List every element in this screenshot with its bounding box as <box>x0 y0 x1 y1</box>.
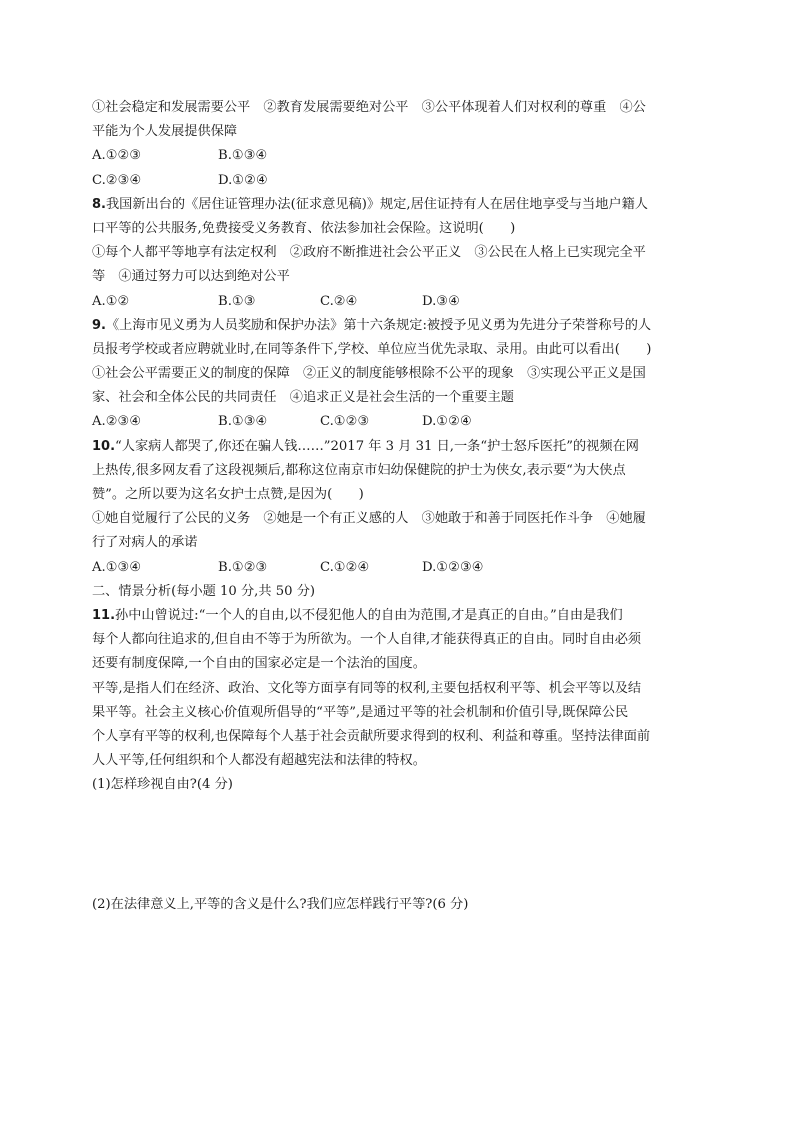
q9-items-line1: ①社会公平需要正义的制度的保障 ②正义的制度能够根除不公平的现象 ③实现公平正义是国 <box>92 366 646 382</box>
q10-option-a: A.①③④ <box>92 559 142 575</box>
answer-space-1 <box>92 797 708 893</box>
q7-option-c: C.②③④ <box>92 172 142 188</box>
q11-subquestion-2: (2)在法律意义上,平等的含义是什么?我们应怎样践行平等?(6 分) <box>92 897 469 913</box>
q8-number: 8. <box>92 196 106 212</box>
exam-page <box>92 96 708 918</box>
q8-stem-line1: 8.我国新出台的《居住证管理办法(征求意见稿)》规定,居住证持有人在居住地享受与当地户籍人 <box>92 196 648 212</box>
q10-stem-line1: 10.“人家病人都哭了,你还在骗人钱……”2017 年 3 月 31 日,一条“护士怒斥医托”的视频在网 <box>92 438 639 454</box>
q9-stem-line1: 9.《上海市见义勇为人员奖励和保护办法》第十六条规定:被授予见义勇为先进分子荣誉称号的人 <box>92 317 652 333</box>
q9-options <box>92 410 708 434</box>
q9-items-line2: 家、社会和全体公民的共同责任 ④追求正义是社会生活的一个重要主题 <box>92 390 514 406</box>
q8-items-line1: ①每个人都平等地享有法定权利 ②政府不断推进社会公平正义 ③公民在人格上已实现完全平 <box>92 245 646 261</box>
q11-para1-line1: 11.孙中山曾说过:“一个人的自由,以不侵犯他人的自由为范围,才是真正的自由。”自由是我们 <box>92 607 623 623</box>
q11-para1-line2: 每个人都向往追求的,但自由不等于为所欲为。一个人自律,才能获得真正的自由。同时自由必须 <box>92 632 642 648</box>
q10-options <box>92 556 708 580</box>
q11-para1-line3: 还要有制度保障,一个自由的国家必定是一个法治的国度。 <box>92 656 426 672</box>
q11-para2-line1: 平等,是指人们在经济、政治、文化等方面享有同等的权利,主要包括权利平等、机会平等以及结 <box>92 680 642 696</box>
q9-option-d: D.①②④ <box>422 414 472 430</box>
q10-stem-line2: 上热传,很多网友看了这段视频后,都称这位南京市妇幼保健院的护士为侠女,表示要“为大侠点 <box>92 462 626 478</box>
q8-option-c: C.②④ <box>320 293 358 309</box>
q8-option-a: A.①② <box>92 293 130 309</box>
q10-option-c: C.①②④ <box>320 559 370 575</box>
q9-number: 9. <box>92 317 106 333</box>
q10-items-line2: 行了对病人的承诺 <box>92 535 198 551</box>
q7-option-a: A.①②③ <box>92 148 142 164</box>
q9-option-b: B.①③④ <box>218 414 268 430</box>
q7-option-b: B.①③④ <box>218 148 268 164</box>
q7-options-row1 <box>92 144 708 168</box>
q8-items-line2: 等 ④通过努力可以达到绝对公平 <box>92 269 290 285</box>
q10-option-d: D.①②③④ <box>422 559 484 575</box>
section-title: 二、情景分析(每小题 10 分,共 50 分) <box>92 583 316 599</box>
q7-items-line1: ①社会稳定和发展需要公平 ②教育发展需要绝对公平 ③公平体现着人们对权利的尊重 ④公 <box>92 100 646 115</box>
q8-options <box>92 290 708 314</box>
q11-subquestion-1: (1)怎样珍视自由?(4 分) <box>92 777 233 793</box>
q7-options-row2 <box>92 169 708 193</box>
q8-stem-line2: 口平等的公共服务,免费接受义务教育、依法参加社会保险。这说明( ) <box>92 220 516 236</box>
q8-option-d: D.③④ <box>422 293 460 309</box>
q10-option-b: B.①②③ <box>218 559 268 575</box>
q10-items-line1: ①她自觉履行了公民的义务 ②她是一个有正义感的人 ③她敢于和善于同医托作斗争 ④她履 <box>92 511 646 527</box>
q7-option-d: D.①②④ <box>218 172 268 188</box>
q8-option-b: B.①③ <box>218 293 256 309</box>
q11-para2-line2: 果平等。社会主义核心价值观所倡导的“平等”,是通过平等的社会机制和价值引导,既保障公民 <box>92 704 629 720</box>
q7-items-line2: 平能为个人发展提供保障 <box>92 124 238 140</box>
q9-option-c: C.①②③ <box>320 414 370 430</box>
q9-stem-line2: 员报考学校或者应聘就业时,在同等条件下,学校、单位应当优先录取、录用。由此可以看出( ) <box>92 341 652 357</box>
q10-stem-line3: 赞”。之所以要为这名女护士点赞,是因为( ) <box>92 487 364 502</box>
q9-option-a: A.②③④ <box>92 414 142 430</box>
q11-para2-line4: 人人平等,任何组织和个人都没有超越宪法和法律的特权。 <box>92 753 426 769</box>
q11-para2-line3: 个人享有平等的权利,也保障每个人基于社会贡献所要求得到的权利、利益和尊重。坚持法律面前 <box>92 728 651 744</box>
q10-number: 10. <box>92 438 116 454</box>
q11-number: 11. <box>92 607 116 623</box>
